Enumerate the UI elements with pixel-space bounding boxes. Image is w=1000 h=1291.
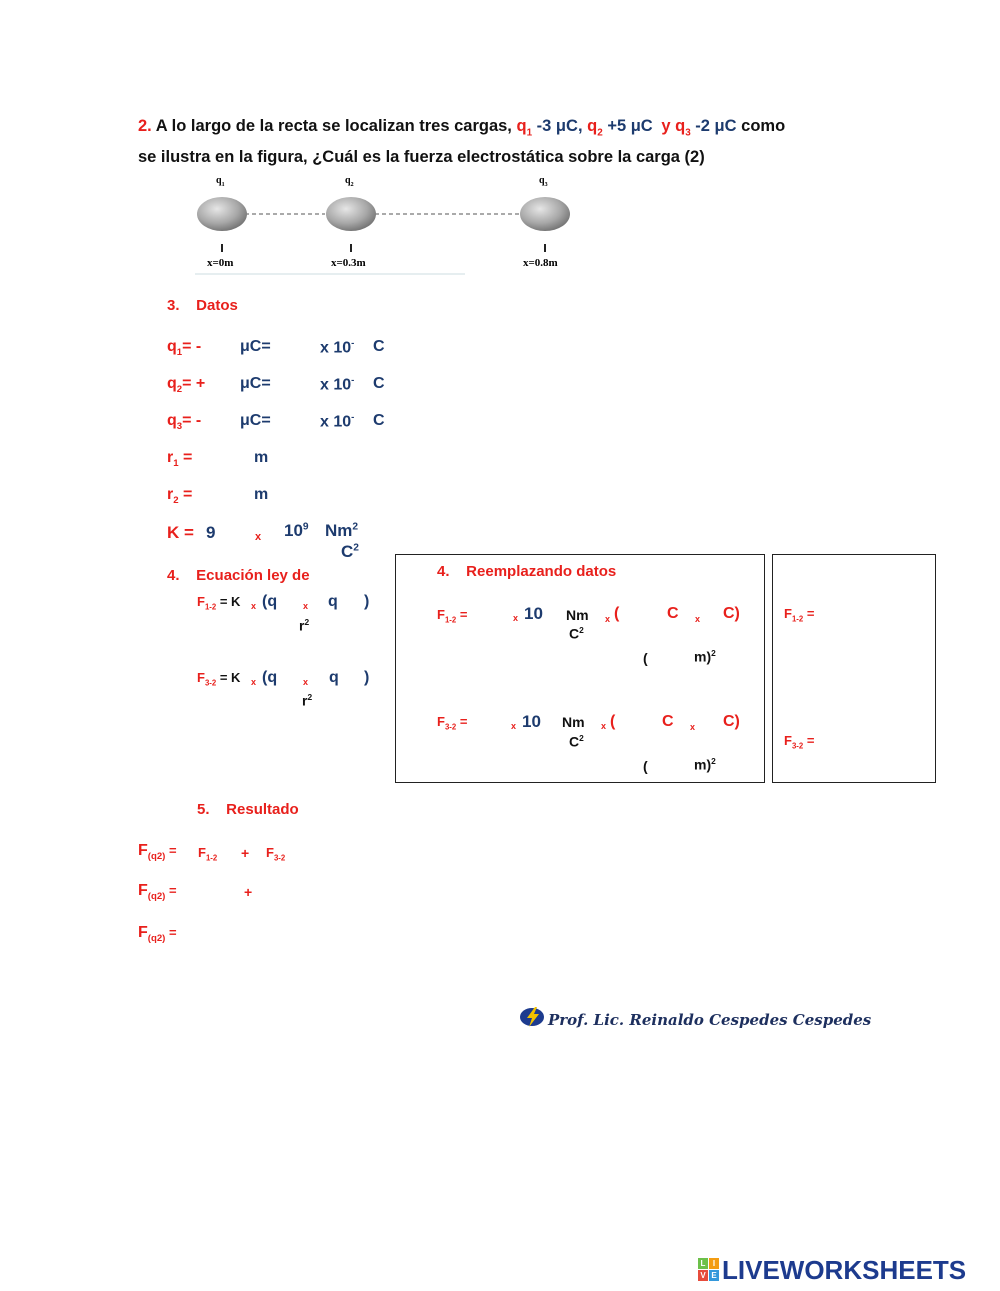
datos-q1-label: $q_1=$ - [167,338,202,359]
rep-f32-m: m)$^2$ [694,756,716,773]
datos-q2-label: $q_2=$ + [167,375,206,396]
k-power: $10^9$ [284,521,309,540]
q3-value: -2 μC [695,117,737,135]
rep-f32-label: $F_{3-2}$ = [437,714,468,732]
problem-statement [138,114,785,169]
rep-f32-times: x [511,721,517,731]
rep-f12-open: ( [614,605,620,622]
datos-q2-exp: x 10- [320,375,355,394]
datos-q3-c: C [373,412,385,429]
datos-r1-unit: m [254,449,269,466]
figure-label-q2: $q_2$ [345,175,354,188]
result-line-3-label: $F_{(q2)}$ = [138,924,177,945]
datos-q3-label: $q_3=$ - [167,412,202,433]
conjunction: y [661,117,671,135]
rep-f12-c2: C) [723,605,740,622]
eq-f32-close: ) [364,669,370,686]
datos-q1-exp: x 10- [320,338,355,357]
rep-f12-label: $F_{1-2}$ = [437,607,468,625]
k-value: 9 [206,523,216,542]
position-label-1: x=0m [207,257,234,269]
eq-f12: $F_{1-2} = K$ [197,594,241,612]
q2-symbol: $q_2$ [587,117,603,139]
result-line-1-b: $F_{3-2}$ [266,845,286,863]
tick-mark [544,244,546,252]
eq-f12-r: $r^2$ [299,617,310,634]
q1-symbol: $q_1$ [516,117,533,139]
rep-f32-open: ( [610,713,616,730]
rep-f12-times-3: x [695,614,701,624]
rep-f32-c2: C) [723,713,740,730]
rep-f32-paren: ( [643,758,648,774]
rep-f32-times-3: x [690,722,696,732]
rep-f12-den: $C^2$ [569,625,584,642]
result-line-1-plus: + [241,845,250,861]
position-label-3: x=0.8m [523,257,558,269]
datos-q3-unit: μC= [240,412,271,429]
k-label: K = [167,523,194,542]
result-line-1-label: $F_{(q2)}$ = [138,842,177,863]
problem-line-1 [138,114,785,145]
charge-sphere-1 [197,197,247,231]
position-label-2: x=0.3m [331,257,366,269]
datos-r1-label: $r_1$ = [167,449,193,470]
reemplazando-heading: 4. Reemplazando datos [437,563,617,580]
result-line-2-plus: + [244,884,253,900]
author-signature: Prof. Lic. Reinaldo Cespedes Cespedes [548,1011,872,1029]
k-times: x [255,531,262,543]
rep-f12-paren: ( [643,650,648,666]
eq-f12-open: (q [262,593,278,610]
tick-mark [350,244,352,252]
problem-text: A lo largo de la recta se localizan tres cargas, [155,117,512,135]
result-line-1-a: $F_{1-2}$ [198,845,218,863]
figure-label-q1: $q_1$ [216,175,225,188]
rep-f12-times: x [513,613,519,623]
eq-f32-times-2: x [303,677,309,687]
eq-f12-q: q [328,593,338,610]
side-f32: $F_{3-2}$ = [784,733,815,751]
ecuacion-heading: 4. Ecuación ley de [167,567,310,584]
datos-r2-label: $r_2$ = [167,486,193,507]
side-f12: $F_{1-2}$ = [784,606,815,624]
datos-q1-c: C [373,338,385,355]
eq-f32-q: q [329,669,339,686]
rep-f12-times-2: x [605,614,611,624]
eq-f12-times-2: x [303,601,309,611]
datos-row-q3 [167,412,201,432]
datos-q2-unit: μC= [240,375,271,392]
result-line-2-label: $F_{(q2)}$ = [138,882,177,903]
datos-row-q2 [167,375,205,395]
datos-heading: 3. Datos [167,297,238,314]
eq-f32-r: $r^2$ [302,692,313,709]
lightning-logo-icon [519,1005,547,1029]
resultado-heading: 5. Resultado [197,801,299,818]
q1-value: -3 μC, [536,117,583,135]
eq-f32-open: (q [262,669,278,686]
eq-f12-times: x [251,601,257,611]
rep-f32-den: $C^2$ [569,733,584,750]
datos-q1-unit: μC= [240,338,271,355]
datos-row-q1 [167,338,201,358]
liveworksheets-brand[interactable]: LIVEWORKSHEETS [722,1255,967,1285]
rep-f32-times-2: x [601,721,607,731]
rep-f12-ten: 10 [524,604,543,623]
figure-label-q3: $q_3$ [539,175,548,188]
tick-mark [221,244,223,252]
liveworksheets-logo-icon: L I V E [698,1258,720,1282]
eq-f12-close: ) [364,593,370,610]
eq-f32: $F_{3-2} = K$ [197,670,241,688]
rep-f32-nm: Nm [562,714,585,730]
eq-f32-times: x [251,677,257,687]
rep-f12-m: m)$^2$ [694,648,716,665]
charge-sphere-2 [326,197,376,231]
q3-symbol: $q_3$ [675,117,691,139]
q2-value: +5 μC [607,117,653,135]
datos-q3-exp: x 10- [320,412,355,431]
charge-sphere-3 [520,197,570,231]
k-unit: Nm$^2$ [325,521,359,540]
rep-f12-nm: Nm [566,607,589,623]
datos-r2-unit: m [254,486,269,503]
problem-text-end: como [741,117,786,135]
datos-q2-c: C [373,375,385,392]
problem-number: 2. [138,117,152,135]
rep-f32-c1: C [662,713,674,730]
k-unit-denominator: $C^2$ [341,542,359,561]
rep-f32-ten: 10 [522,712,541,731]
rep-f12-c1: C [667,605,679,622]
problem-line-2: se ilustra en la figura, ¿Cuál es la fuerza electrostática sobre la carga (2) [138,148,705,167]
